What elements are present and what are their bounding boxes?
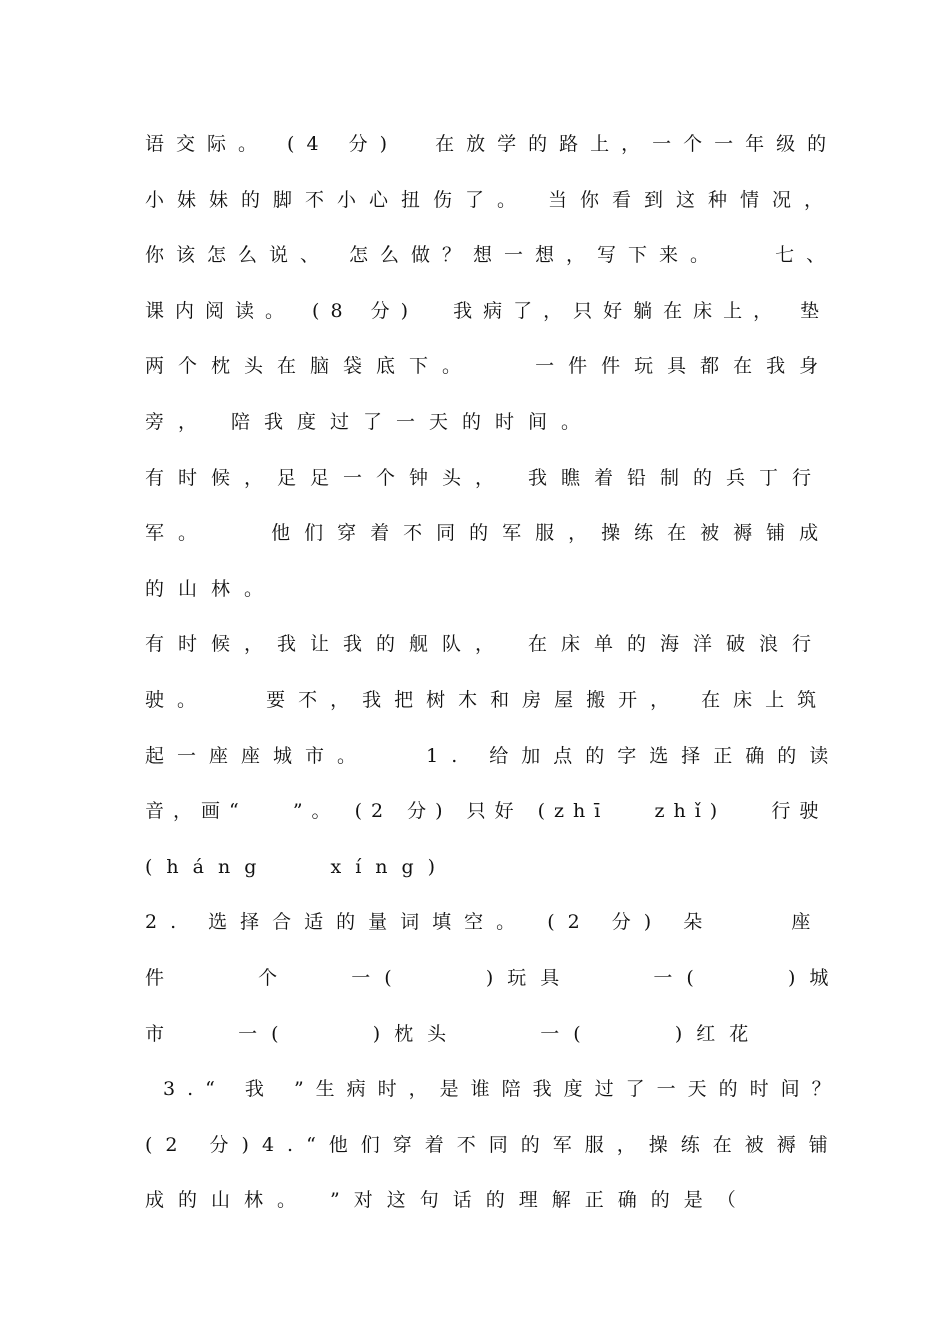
text-line: 有时候，我让我的舰队， 在床单的海洋破浪行 [145,633,826,655]
text-line: 3.“ 我 ”生病时，是谁陪我度过了一天的时间？ [145,1078,843,1100]
text-line: 有时候，足足一个钟头， 我瞧着铅制的兵丁行 [145,467,826,489]
text-line: 驶。 要不，我把树木和房屋搬开， 在床上筑 [145,689,830,711]
text-line: 市 一( )枕头 一( )红花 [145,1023,763,1045]
text-line: 你该怎么说、 怎么做？想一想，写下来。 七、 [145,244,838,266]
text-line: 起一座座城市。 1. 给加点的字选择正确的读 [145,745,842,767]
text-line: 音，画“ ”。 (2 分) 只好 (zhī zhǐ) 行驶 [145,800,828,822]
text-line: 成的山林。 ”对这句话的理解正确的是（ [145,1189,750,1211]
text-line: 两个枕头在脑袋底下。 一件件玩具都在我身 [145,355,833,377]
text-line: 小妹妹的脚不小心扭伤了。 当你看到这种情况， [145,189,837,211]
text-line: 课内阅读。 (8 分) 我病了，只好躺在床上， 垫 [145,300,831,322]
text-line: 的山林。 [145,578,278,600]
text-line: (háng xíng) [145,856,450,878]
text-line: 军。 他们穿着不同的军服，操练在被褥铺成 [145,522,833,544]
text-line: 2. 选择合适的量词填空。 (2 分) 朵 座 [145,911,824,933]
text-line: (2 分)4.“他们穿着不同的军服，操练在被褥铺 [145,1134,841,1156]
text-line: 旁， 陪我度过了一天的时间。 [145,411,595,433]
text-line: 件 个 一( )玩具 一( )城 [145,967,843,989]
text-line: 语交际。 (4 分) 在放学的路上，一个一年级的 [145,133,839,155]
